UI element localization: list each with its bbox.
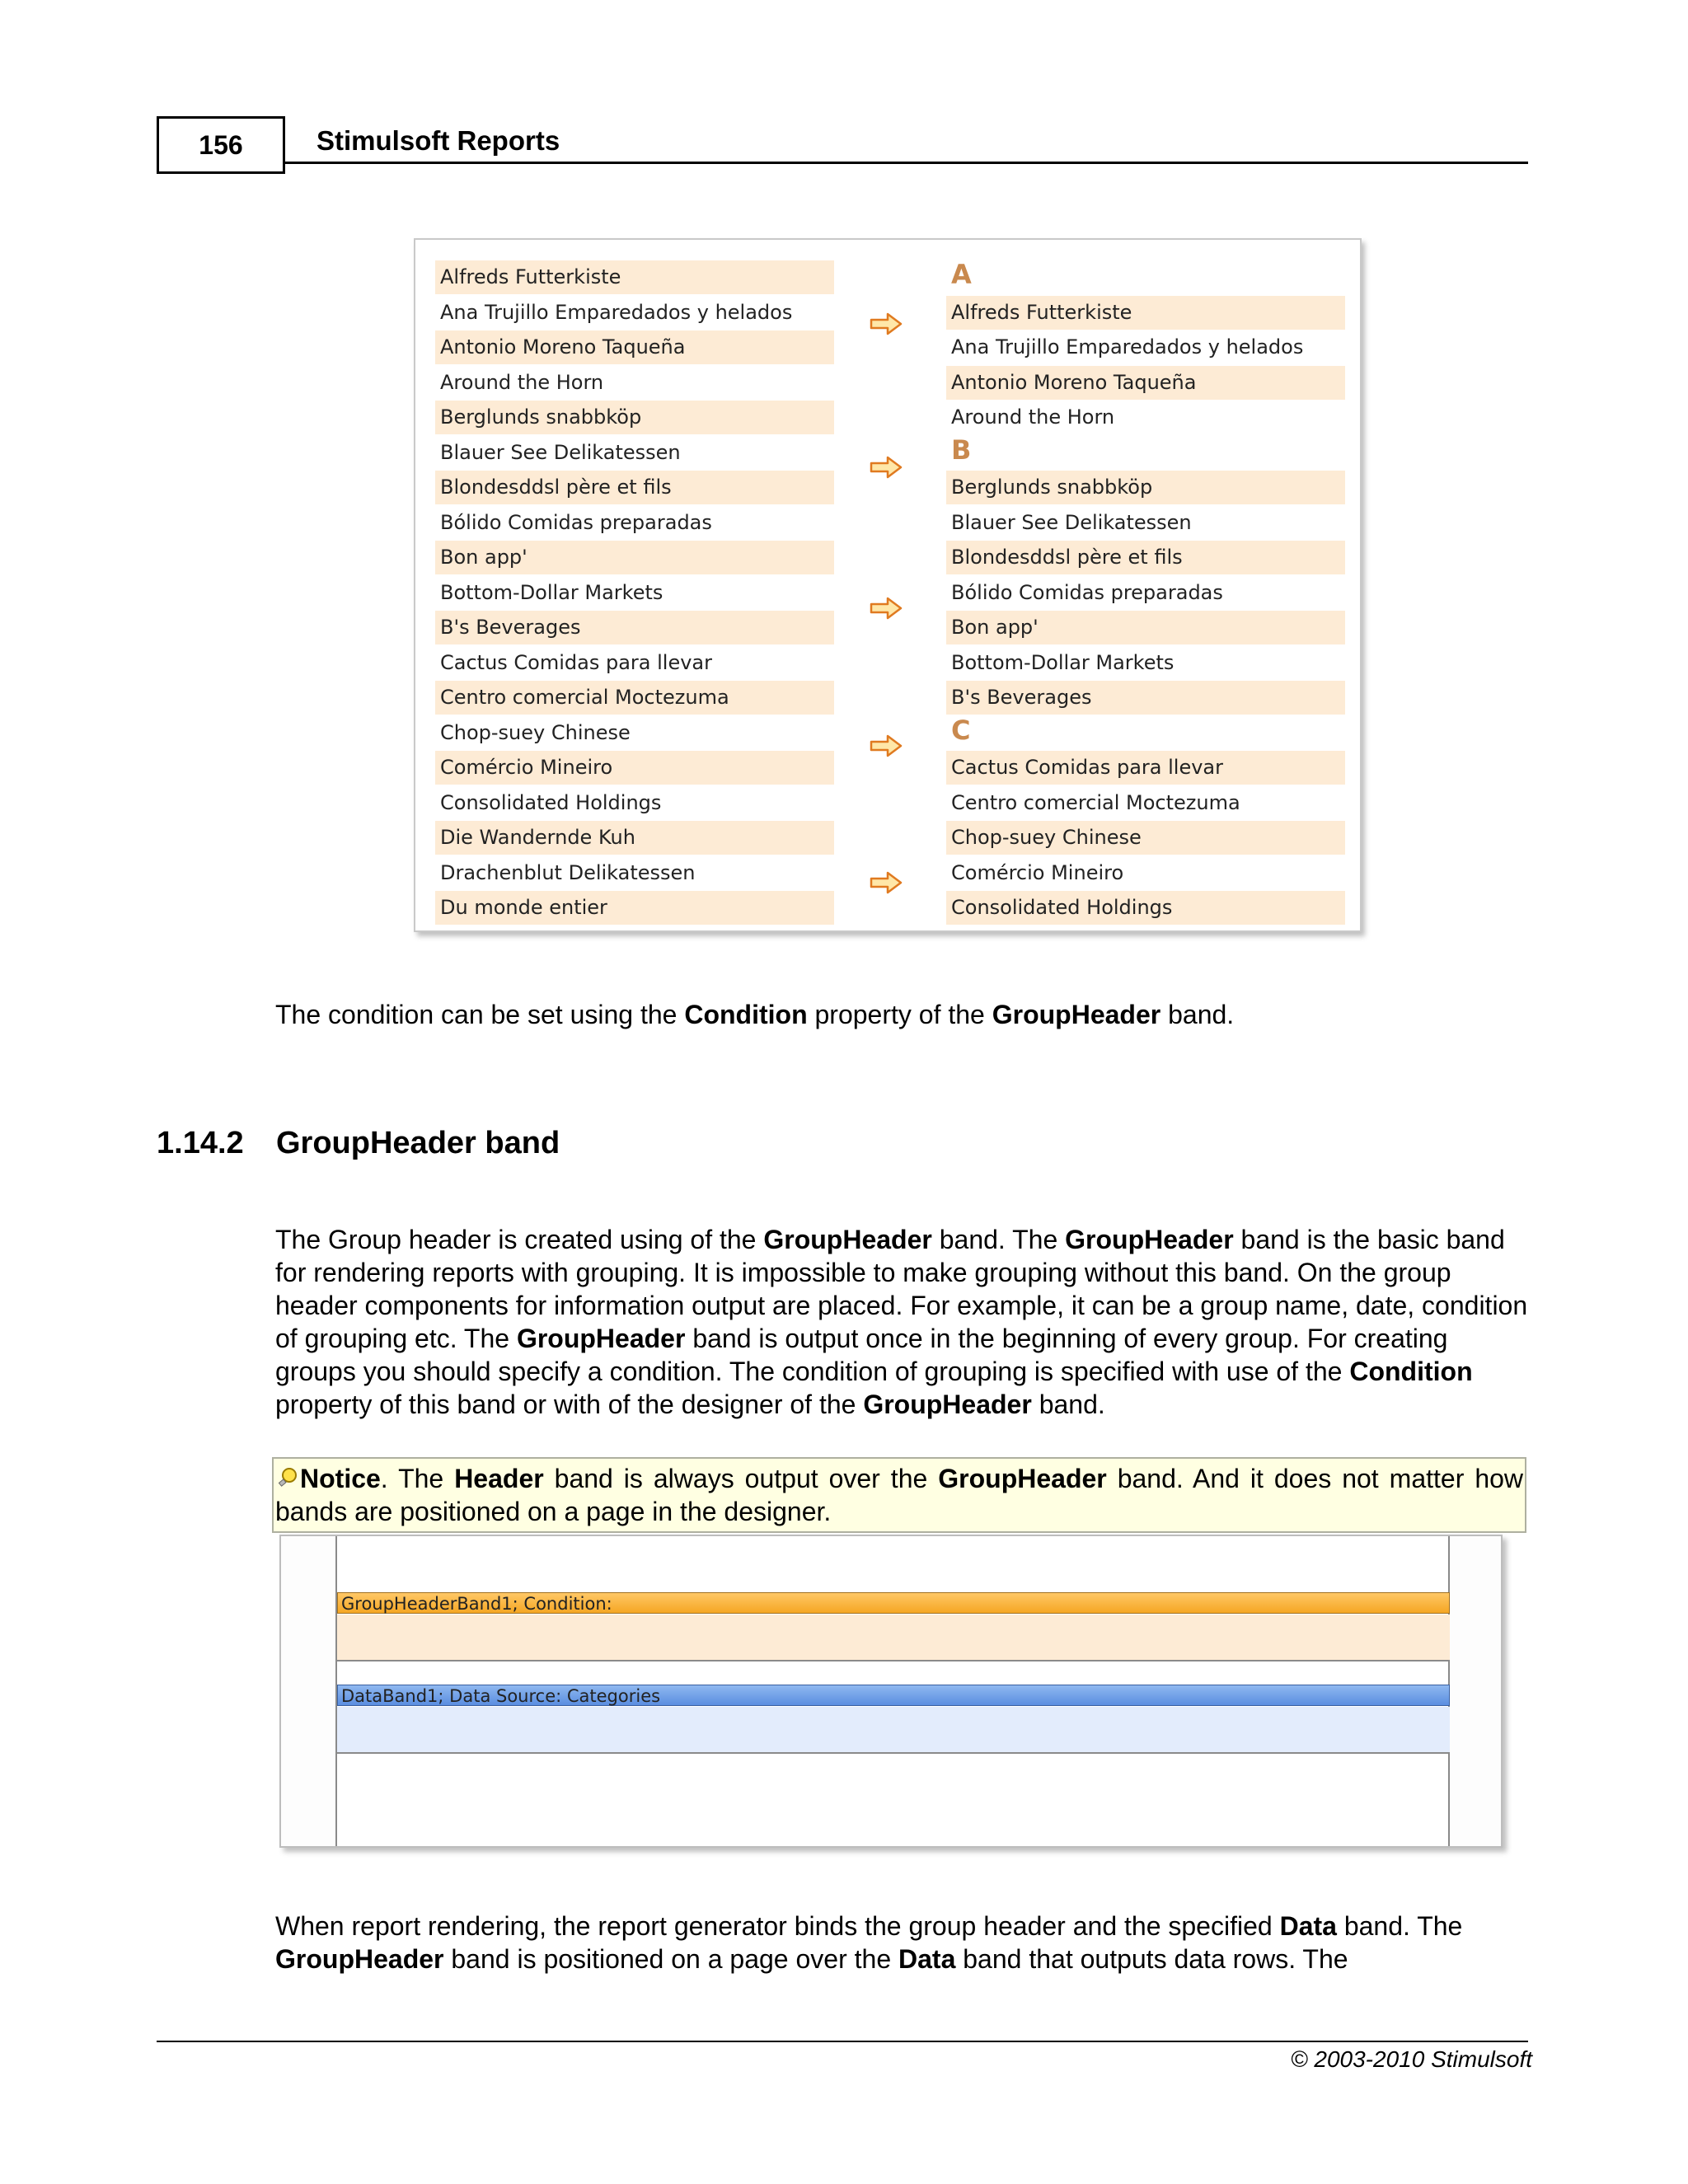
designer-figure [279, 1535, 1503, 1848]
grouped-list-item: Alfreds Futterkiste [946, 296, 1345, 330]
grouped-list-item: Cactus Comidas para llevar [946, 751, 1345, 785]
right-arrow-icon [870, 871, 903, 894]
grouped-list-item: Around the Horn [951, 405, 1115, 429]
left-list-item: Centro comercial Moctezuma [435, 681, 834, 715]
group-header-band-title[interactable]: GroupHeaderBand1; Condition: [337, 1592, 1450, 1614]
grouped-list-item: Blondesddsl père et fils [946, 541, 1345, 574]
group-header-band-body[interactable] [337, 1615, 1450, 1661]
left-list-item: Bon app' [435, 541, 834, 574]
data-band-title[interactable]: DataBand1; Data Source: Categories [337, 1685, 1450, 1706]
section-number: 1.14.2 [157, 1126, 244, 1160]
data-band-body[interactable] [337, 1707, 1450, 1754]
left-list-item: Drachenblut Delikatessen [440, 860, 696, 884]
footer-copyright: © 2003-2010 Stimulsoft [1290, 2046, 1532, 2072]
left-list-item: Ana Trujillo Emparedados y helados [440, 300, 793, 324]
left-list-item: Blondesddsl père et fils [435, 471, 834, 504]
header-rule [285, 162, 1528, 164]
grouped-list-item: Centro comercial Moctezuma [951, 790, 1240, 814]
right-arrow-icon [870, 734, 903, 757]
grouping-figure [414, 238, 1362, 932]
lightbulb-icon [275, 1465, 300, 1490]
right-arrow-icon [870, 597, 903, 620]
rendering-description: When report rendering, the report generator binds the group header and the specified Data band. The GroupHeader band is positioned on a page over the Data band that outputs data rows. The [275, 1911, 1463, 1974]
section-heading [157, 1126, 560, 1161]
left-list-item: Bottom-Dollar Markets [440, 580, 663, 604]
grouped-list-item: Chop-suey Chinese [946, 821, 1345, 855]
grouped-list-item: Comércio Mineiro [951, 860, 1124, 884]
page-number: 156 [157, 116, 285, 174]
right-arrow-icon [870, 456, 903, 479]
right-arrow-icon [870, 312, 903, 335]
group-letter: C [951, 714, 971, 746]
condition-sentence: The condition can be set using the Condition property of the GroupHeader band. [275, 1000, 1235, 1029]
grouped-list-item: Blauer See Delikatessen [951, 510, 1192, 534]
left-list-item: Bólido Comidas preparadas [440, 510, 712, 534]
group-letter: B [951, 434, 972, 466]
grouped-list-item: Consolidated Holdings [946, 891, 1345, 925]
left-list-item: B's Beverages [435, 611, 834, 644]
grouped-list-item: Berglunds snabbköp [946, 471, 1345, 504]
left-list-item: Alfreds Futterkiste [435, 260, 834, 294]
left-list-item: Antonio Moreno Taqueña [435, 330, 834, 364]
left-list-item: Du monde entier [435, 891, 834, 925]
left-list-item: Blauer See Delikatessen [440, 440, 681, 464]
section-title: GroupHeader band [276, 1126, 560, 1160]
left-list-item: Chop-suey Chinese [440, 720, 631, 744]
left-list-item: Comércio Mineiro [435, 751, 834, 785]
grouped-list-item: B's Beverages [946, 681, 1345, 715]
left-list-item: Consolidated Holdings [440, 790, 662, 814]
groupheader-description: The Group header is created using of the GroupHeader band. The GroupHeader band is the basic band for rendering reports with grouping. It is impossible to make grouping without this band. On the group header components for information output are placed. For example, it can be a group name, date, condition of grouping etc. The GroupHeader band is output once in the beginning of every group. For creating groups you should specify a condition. The condition of grouping is specified with use of the Condition property of this band or with of the designer of the GroupHeader band. [275, 1225, 1528, 1419]
left-list-item: Cactus Comidas para llevar [440, 650, 712, 674]
header-title: Stimulsoft Reports [316, 125, 560, 156]
grouped-list-item: Bólido Comidas preparadas [951, 580, 1223, 604]
grouped-list-item: Bottom-Dollar Markets [951, 650, 1175, 674]
grouped-list-item: Ana Trujillo Emparedados y helados [951, 335, 1304, 359]
grouped-list-item: Antonio Moreno Taqueña [946, 366, 1345, 400]
left-list-item: Berglunds snabbköp [435, 401, 834, 434]
notice-box: Notice. The Header band is always output over the GroupHeader band. And it does not matter how bands are positioned on a page in the designer. [272, 1457, 1526, 1533]
footer-rule [157, 2041, 1528, 2042]
left-list-item: Die Wandernde Kuh [435, 821, 834, 855]
group-letter: A [951, 259, 972, 290]
grouped-list-item: Bon app' [946, 611, 1345, 644]
left-list-item: Around the Horn [440, 370, 604, 394]
